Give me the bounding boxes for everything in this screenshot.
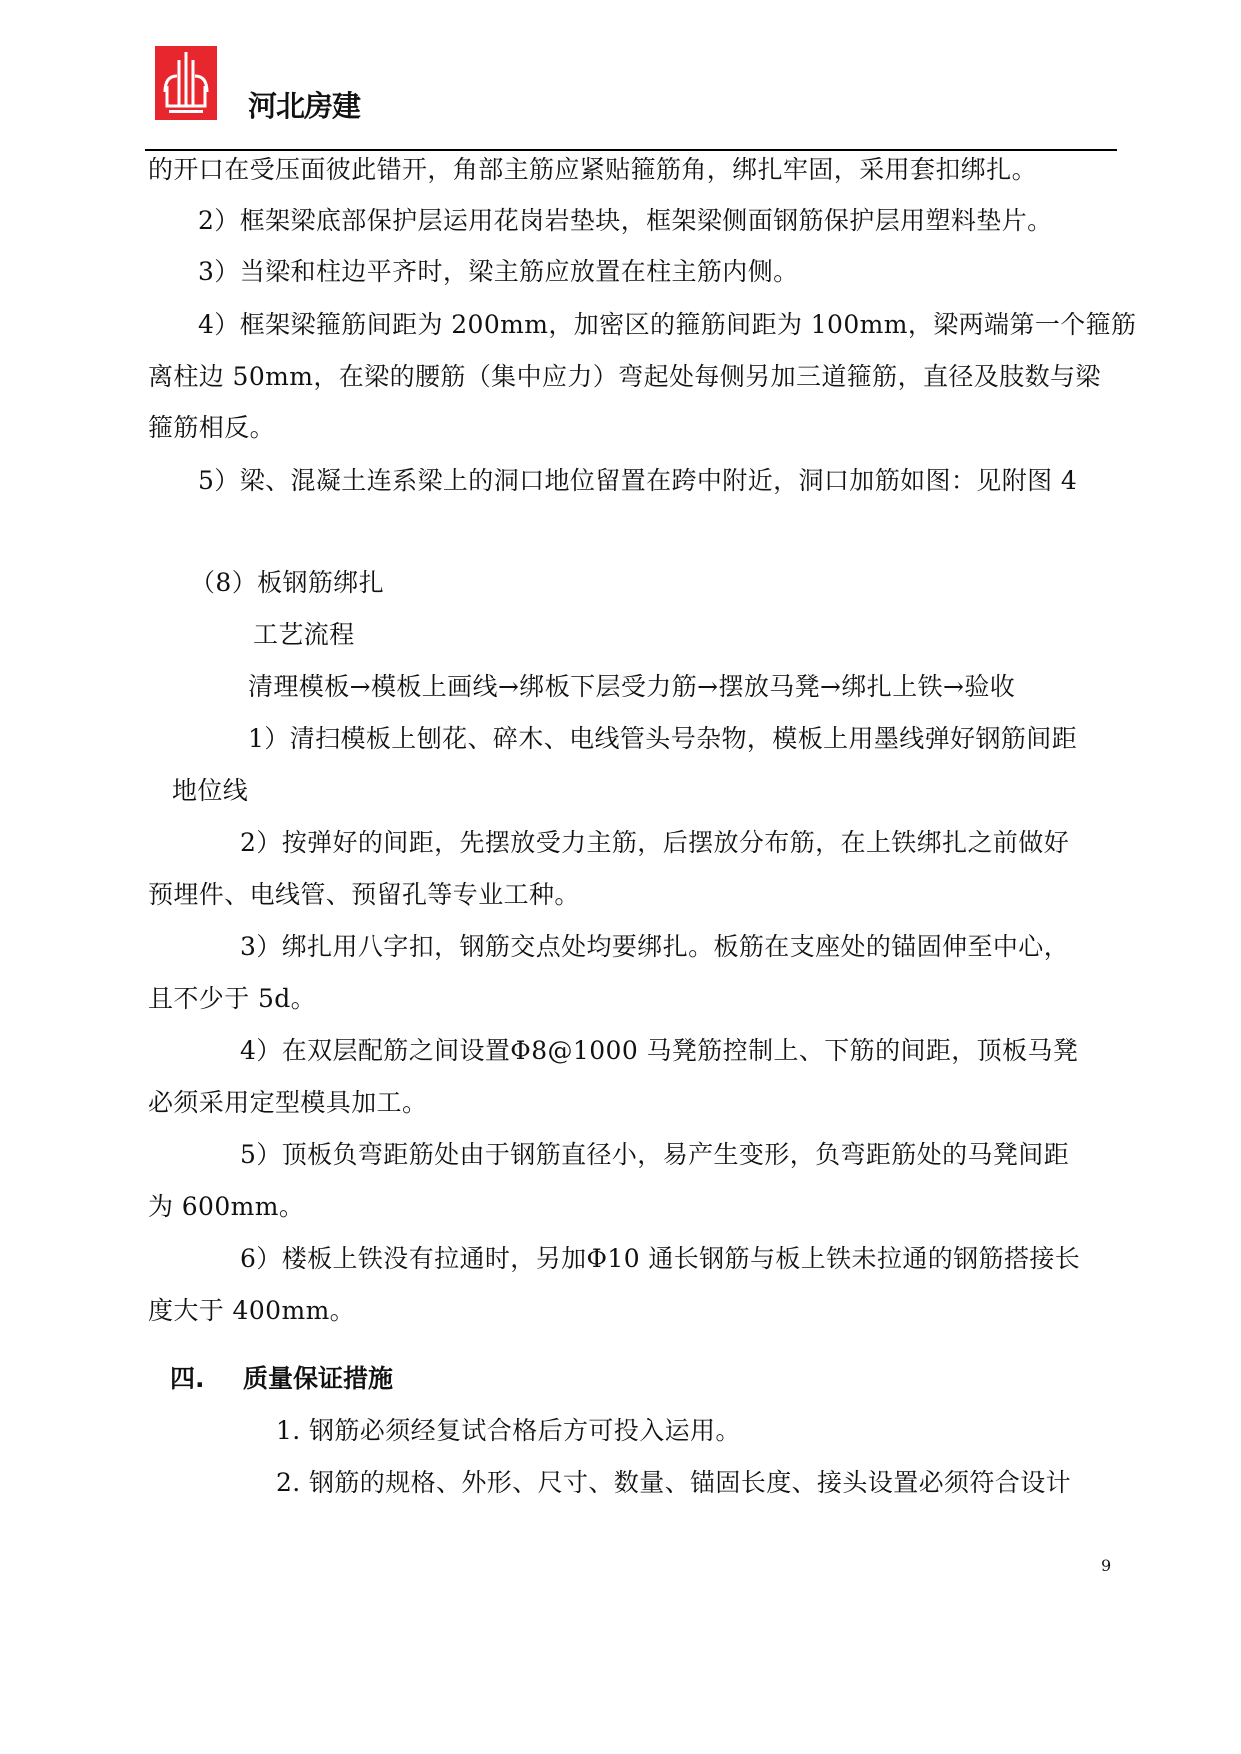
company-logo	[155, 46, 217, 120]
header-rule	[145, 149, 1117, 151]
section-title: 质量保证措施	[243, 1364, 394, 1393]
body-line: 2）按弹好的间距，先摆放受力主筋，后摆放分布筋，在上铁绑扎之前做好	[240, 828, 1070, 857]
brand-name: 河北房建	[248, 89, 361, 123]
body-line: 4）在双层配筋之间设置Φ8@1000 马凳筋控制上、下筋的间距，顶板马凳	[240, 1036, 1079, 1065]
section-number: 四.	[170, 1364, 205, 1393]
body-line: 6）楼板上铁没有拉通时，另加Φ10 通长钢筋与板上铁未拉通的钢筋搭接长	[240, 1244, 1081, 1273]
body-line: 5）顶板负弯距筋处由于钢筋直径小，易产生变形，负弯距筋处的马凳间距	[240, 1140, 1070, 1169]
list-item: 1. 钢筋必须经复试合格后方可投入运用。	[276, 1416, 741, 1445]
body-line: 为 600mm。	[148, 1192, 305, 1221]
body-line: 3）绑扎用八字扣，钢筋交点处均要绑扎。板筋在支座处的锚固伸至中心，	[240, 932, 1070, 961]
body-line: 3）当梁和柱边平齐时，梁主筋应放置在柱主筋内侧。	[198, 257, 799, 286]
process-flow: 清理模板→模板上画线→绑板下层受力筋→摆放马凳→绑扎上铁→验收	[248, 672, 1016, 701]
body-line: 必须采用定型模具加工。	[148, 1088, 428, 1117]
body-line: 度大于 400mm。	[148, 1296, 356, 1325]
list-item: 2. 钢筋的规格、外形、尺寸、数量、锚固长度、接头设置必须符合设计	[276, 1468, 1072, 1497]
body-line: 4）框架梁箍筋间距为 200mm，加密区的箍筋间距为 100mm，梁两端第一个箍筋	[198, 310, 1137, 339]
body-line: 且不少于 5d。	[148, 984, 317, 1013]
body-line: 工艺流程	[253, 620, 355, 649]
body-line: 的开口在受压面彼此错开，角部主筋应紧贴箍筋角，绑扎牢固，采用套扣绑扎。	[148, 155, 1038, 184]
body-line: 地位线	[172, 776, 249, 805]
body-line: 箍筋相反。	[148, 413, 276, 442]
body-line: 预埋件、电线管、预留孔等专业工种。	[148, 880, 580, 909]
body-line: 5）梁、混凝土连系梁上的洞口地位留置在跨中附近，洞口加筋如图：见附图 4	[198, 466, 1078, 495]
page-number: 9	[1101, 1556, 1112, 1575]
body-line: 离柱边 50mm，在梁的腰筋（集中应力）弯起处每侧另加三道箍筋，直径及肢数与梁	[148, 362, 1101, 391]
body-line: 1）清扫模板上刨花、碎木、电线管头号杂物，模板上用墨线弹好钢筋间距	[248, 724, 1078, 753]
subsection-title: （8）板钢筋绑扎	[190, 568, 385, 597]
body-line: 2）框架梁底部保护层运用花岗岩垫块，框架梁侧面钢筋保护层用塑料垫片。	[198, 206, 1053, 235]
